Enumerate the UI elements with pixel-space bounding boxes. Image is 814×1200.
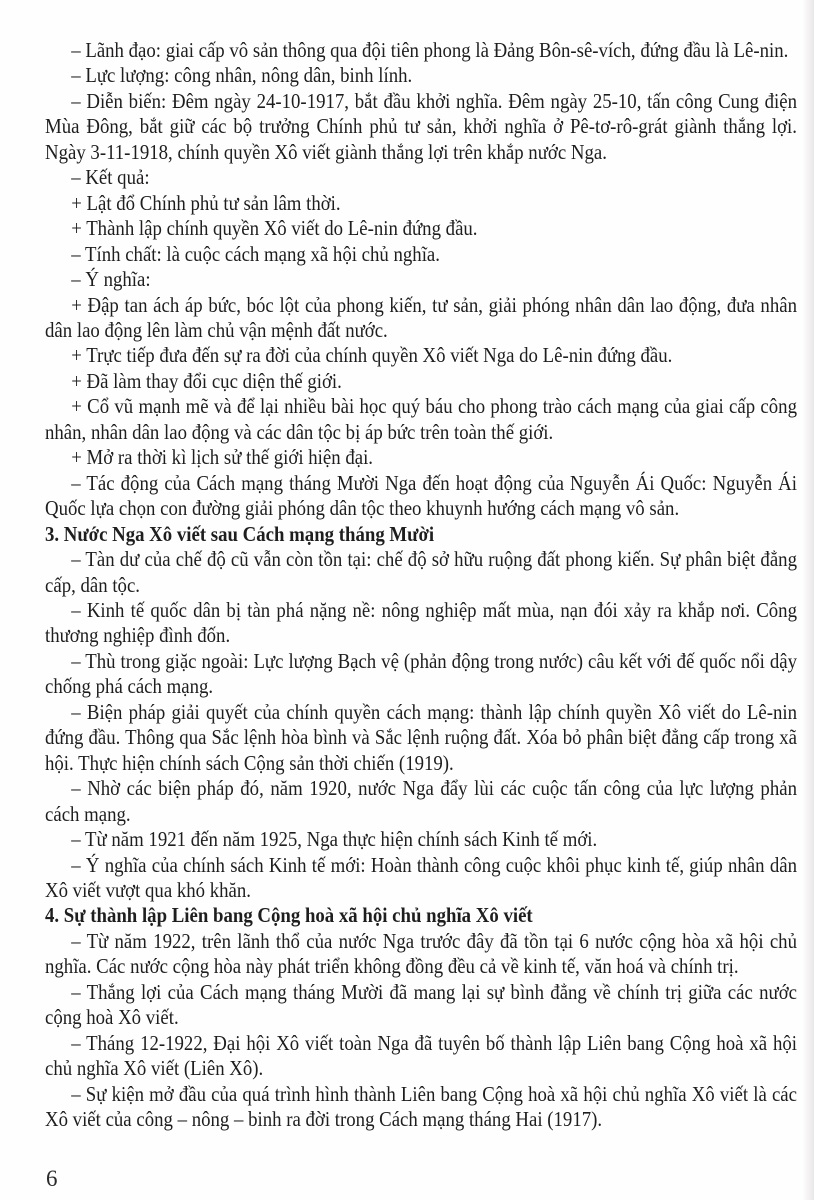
paragraph: – Diễn biến: Đêm ngày 24-10-1917, bắt đầu khởi nghĩa. Đêm ngày 25-10, tấn công Cung điện Mùa Đông, bắt giữ các bộ trưởng Chính phủ tư sản, khởi nghĩa ở Pê-tơ-rô-grát giành thắng lợi. Ngày 3-11-1918, chính quyền Xô viết giành thắng lợi trên khắp nước Nga. [45, 88, 797, 164]
paragraph: + Lật đổ Chính phủ tư sản lâm thời. [71, 190, 341, 215]
paragraph: – Tàn dư của chế độ cũ vẫn còn tồn tại: chế độ sở hữu ruộng đất phong kiến. Sự phân biệt đẳng cấp, dân tộc. [45, 547, 797, 597]
paragraph: – Lãnh đạo: giai cấp vô sản thông qua đội tiên phong là Đảng Bôn-sê-vích, đứng đầu là Lê-nin. [71, 38, 789, 62]
paragraph: + Mở ra thời kì lịch sử thế giới hiện đại. [71, 445, 373, 470]
paragraph: – Sự kiện mở đầu của quá trình hình thành Liên bang Cộng hoà xã hội chủ nghĩa Xô viết là các Xô viết của công – nông – binh ra đời trong Cách mạng tháng Hai (1917). [45, 1081, 797, 1132]
paragraph: – Ý nghĩa của chính sách Kinh tế mới: Hoàn thành công cuộc khôi phục kinh tế, giúp nhân dân Xô viết vượt qua khó khăn. [45, 852, 797, 902]
section-heading: 4. Sự thành lập Liên bang Cộng hoà xã hội chủ nghĩa Xô viết [45, 903, 533, 928]
paragraph: – Kinh tế quốc dân bị tàn phá nặng nề: nông nghiệp mất mùa, nạn đói xảy ra khắp nơi. Công thương nghiệp đình đốn. [45, 597, 797, 648]
paragraph: – Kết quả: [71, 165, 150, 190]
paragraph: – Ý nghĩa: [71, 267, 151, 292]
paragraph: – Biện pháp giải quyết của chính quyền cách mạng: thành lập chính quyền Xô viết do Lê-nin đứng đầu. Thông qua Sắc lệnh hòa bình và Sắc lệnh ruộng đất. Xóa bỏ phân biệt đẳng cấp trong xã hội. Thực hiện chính sách Cộng sản thời chiến (1919). [45, 699, 797, 775]
paragraph: + Đập tan ách áp bức, bóc lột của phong kiến, tư sản, giải phóng nhân dân lao động, đưa nhân dân lao động lên làm chủ vận mệnh đất nước. [45, 292, 797, 342]
paragraph: – Tác động của Cách mạng tháng Mười Nga đến hoạt động của Nguyễn Ái Quốc: Nguyễn Ái Quốc lựa chọn con đường giải phóng dân tộc theo khuynh hướng cách mạng vô sản. [45, 470, 797, 521]
scan-edge-shadow [802, 0, 814, 1200]
text-content [45, 38, 797, 1132]
paragraph: – Tháng 12-1922, Đại hội Xô viết toàn Nga đã tuyên bố thành lập Liên bang Cộng hoà xã hội chủ nghĩa Xô viết (Liên Xô). [45, 1030, 797, 1081]
paragraph: + Cổ vũ mạnh mẽ và để lại nhiều bài học quý báu cho phong trào cách mạng của giai cấp công nhân, nhân dân lao động và các dân tộc bị áp bức trên toàn thế giới. [45, 394, 797, 444]
paragraph: – Nhờ các biện pháp đó, năm 1920, nước Nga đẩy lùi các cuộc tấn công của lực lượng phản cách mạng. [45, 776, 797, 826]
paragraph: – Thù trong giặc ngoài: Lực lượng Bạch vệ (phản động trong nước) câu kết với đế quốc nổi dậy chống phá cách mạng. [45, 648, 797, 699]
section-heading: 3. Nước Nga Xô viết sau Cách mạng tháng Mười [45, 521, 435, 546]
paragraph: – Tính chất: là cuộc cách mạng xã hội chủ nghĩa. [71, 241, 440, 266]
paragraph: – Từ năm 1921 đến năm 1925, Nga thực hiện chính sách Kinh tế mới. [71, 827, 598, 852]
page-number: 6 [46, 1166, 58, 1191]
paragraph: + Thành lập chính quyền Xô viết do Lê-nin đứng đầu. [71, 216, 478, 241]
paragraph: + Đã làm thay đổi cục diện thế giới. [71, 368, 342, 393]
paragraph: – Từ năm 1922, trên lãnh thổ của nước Nga trước đây đã tồn tại 6 nước cộng hòa xã hội chủ nghĩa. Các nước cộng hòa này phát triển không đồng đều cả về kinh tế, văn hoá và chính trị. [45, 928, 797, 979]
paragraph: – Lực lượng: công nhân, nông dân, binh lính. [71, 63, 413, 88]
paragraph: – Thắng lợi của Cách mạng tháng Mười đã mang lại sự bình đẳng về chính trị giữa các nước cộng hoà Xô viết. [45, 979, 797, 1030]
paragraph: + Trực tiếp đưa đến sự ra đời của chính quyền Xô viết Nga do Lê-nin đứng đầu. [71, 343, 673, 368]
